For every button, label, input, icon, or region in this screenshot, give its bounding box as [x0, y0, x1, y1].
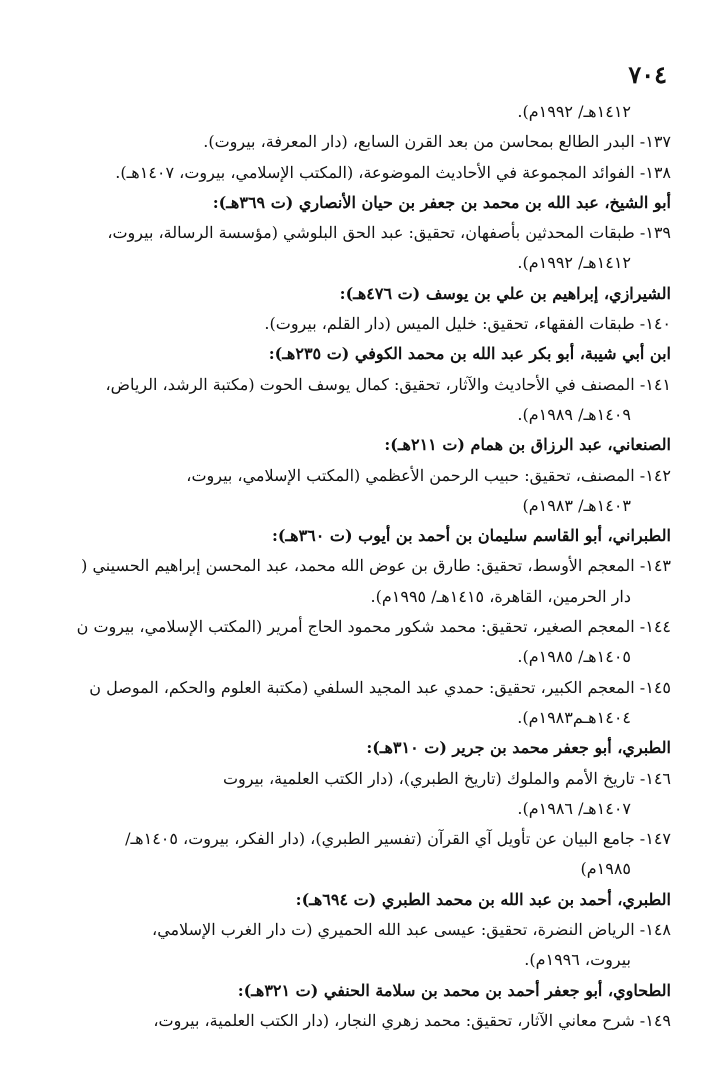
bibliography-entry-148: ١٤٨- الرياض النضرة، تحقيق: عيسى عبد الله الحميري (ت دار الغرب الإسلامي، — [152, 920, 671, 940]
bibliography-entry-143: ١٤٣- المعجم الأوسط، تحقيق: طارق بن عوض الله محمد، عبد المحسن إبراهيم الحسيني ( — [81, 556, 671, 576]
author-heading-tabarani: الطبراني، أبو القاسم سليمان بن أحمد بن أيوب (ت ٣٦٠هـ): — [271, 526, 671, 546]
entry-continuation: بيروت، ١٩٩٦م). — [524, 950, 631, 970]
entry-continuation: ١٤١٢هـ/ ١٩٩٢م). — [517, 102, 631, 121]
bibliography-entry-138: ١٣٨- الفوائد المجموعة في الأحاديث الموضوعة، (المكتب الإسلامي، بيروت، ١٤٠٧هـ). — [115, 162, 671, 182]
author-heading-shirazi: الشيرازي، إبراهيم بن علي بن يوسف (ت ٤٧٦هـ): — [339, 283, 671, 303]
bibliography-entry-145: ١٤٥- المعجم الكبير، تحقيق: حمدي عبد المجيد السلفي (مكتبة العلوم والحكم، الموصل ن — [89, 677, 671, 697]
entry-continuation: ١٤٠٥هـ/ ١٩٨٥م). — [517, 647, 631, 667]
bibliography-entry-146: ١٤٦- تاريخ الأمم والملوك (تاريخ الطبري)، (دار الكتب العلمية، بيروت — [222, 768, 671, 788]
page-number: ٧٠٤ — [628, 60, 667, 89]
author-heading-abu-al-shaykh: أبو الشيخ، عبد الله بن محمد بن جعفر بن حيان الأنصاري (ت ٣٦٩هـ): — [212, 192, 671, 212]
entry-continuation: ١٤٠٤هـم١٩٨٣م). — [517, 707, 631, 727]
entry-continuation: ١٤٠٩هـ/ ١٩٨٩م). — [517, 404, 631, 424]
bibliography-entry-142: ١٤٢- المصنف، تحقيق: حبيب الرحمن الأعظمي (المكتب الإسلامي، بيروت، — [186, 465, 671, 485]
bibliography-entry-149: ١٤٩- شرح معاني الآثار، تحقيق: محمد زهري النجار، (دار الكتب العلمية، بيروت، — [153, 1010, 671, 1030]
author-heading-sanani: الصنعاني، عبد الرزاق بن همام (ت ٢١١هـ): — [384, 435, 671, 455]
bibliography-entry-137: ١٣٧- البدر الطالع بمحاسن من بعد القرن السابع، (دار المعرفة، بيروت). — [203, 132, 671, 152]
bibliography-list — [31, 97, 671, 1036]
entry-continuation: ١٩٨٥م) — [580, 859, 631, 879]
entry-continuation: ١٤١٢هـ/ ١٩٩٢م). — [517, 253, 631, 273]
entry-continuation: ١٤٠٣هـ/ ١٩٨٣م) — [522, 495, 631, 515]
entry-continuation: ١٤٠٧هـ/ ١٩٨٦م). — [517, 798, 631, 818]
author-heading-tahawi: الطحاوي، أبو جعفر أحمد بن محمد بن سلامة الحنفي (ت ٣٢١هـ): — [237, 980, 671, 1000]
author-heading-tabari: الطبري، أبو جعفر محمد بن جرير (ت ٣١٠هـ): — [366, 738, 671, 758]
bibliography-entry-147: ١٤٧- جامع البيان عن تأويل آي القرآن (تفسير الطبري)، (دار الفكر، بيروت، ١٤٠٥هـ/ — [125, 829, 671, 849]
bibliography-entry-140: ١٤٠- طبقات الفقهاء، تحقيق: خليل الميس (دار القلم، بيروت). — [264, 314, 671, 334]
author-heading-ibn-abi-shaybah: ابن أبي شيبة، أبو بكر عبد الله بن محمد الكوفي (ت ٢٣٥هـ): — [268, 344, 671, 364]
bibliography-entry-139: ١٣٩- طبقات المحدثين بأصفهان، تحقيق: عبد الحق البلوشي (مؤسسة الرسالة، بيروت، — [107, 223, 671, 243]
bibliography-entry-141: ١٤١- المصنف في الأحاديث والآثار، تحقيق: كمال يوسف الحوت (مكتبة الرشد، الرياض، — [105, 374, 671, 394]
entry-continuation: دار الحرمين، القاهرة، ١٤١٥هـ/ ١٩٩٥م). — [370, 586, 631, 606]
bibliography-entry-144: ١٤٤- المعجم الصغير، تحقيق: محمد شكور محمود الحاج أمرير (المكتب الإسلامي، بيروت ن — [76, 617, 671, 637]
author-heading-ahmad-al-tabari: الطبري، أحمد بن عبد الله بن محمد الطبري (ت ٦٩٤هـ): — [295, 889, 671, 909]
